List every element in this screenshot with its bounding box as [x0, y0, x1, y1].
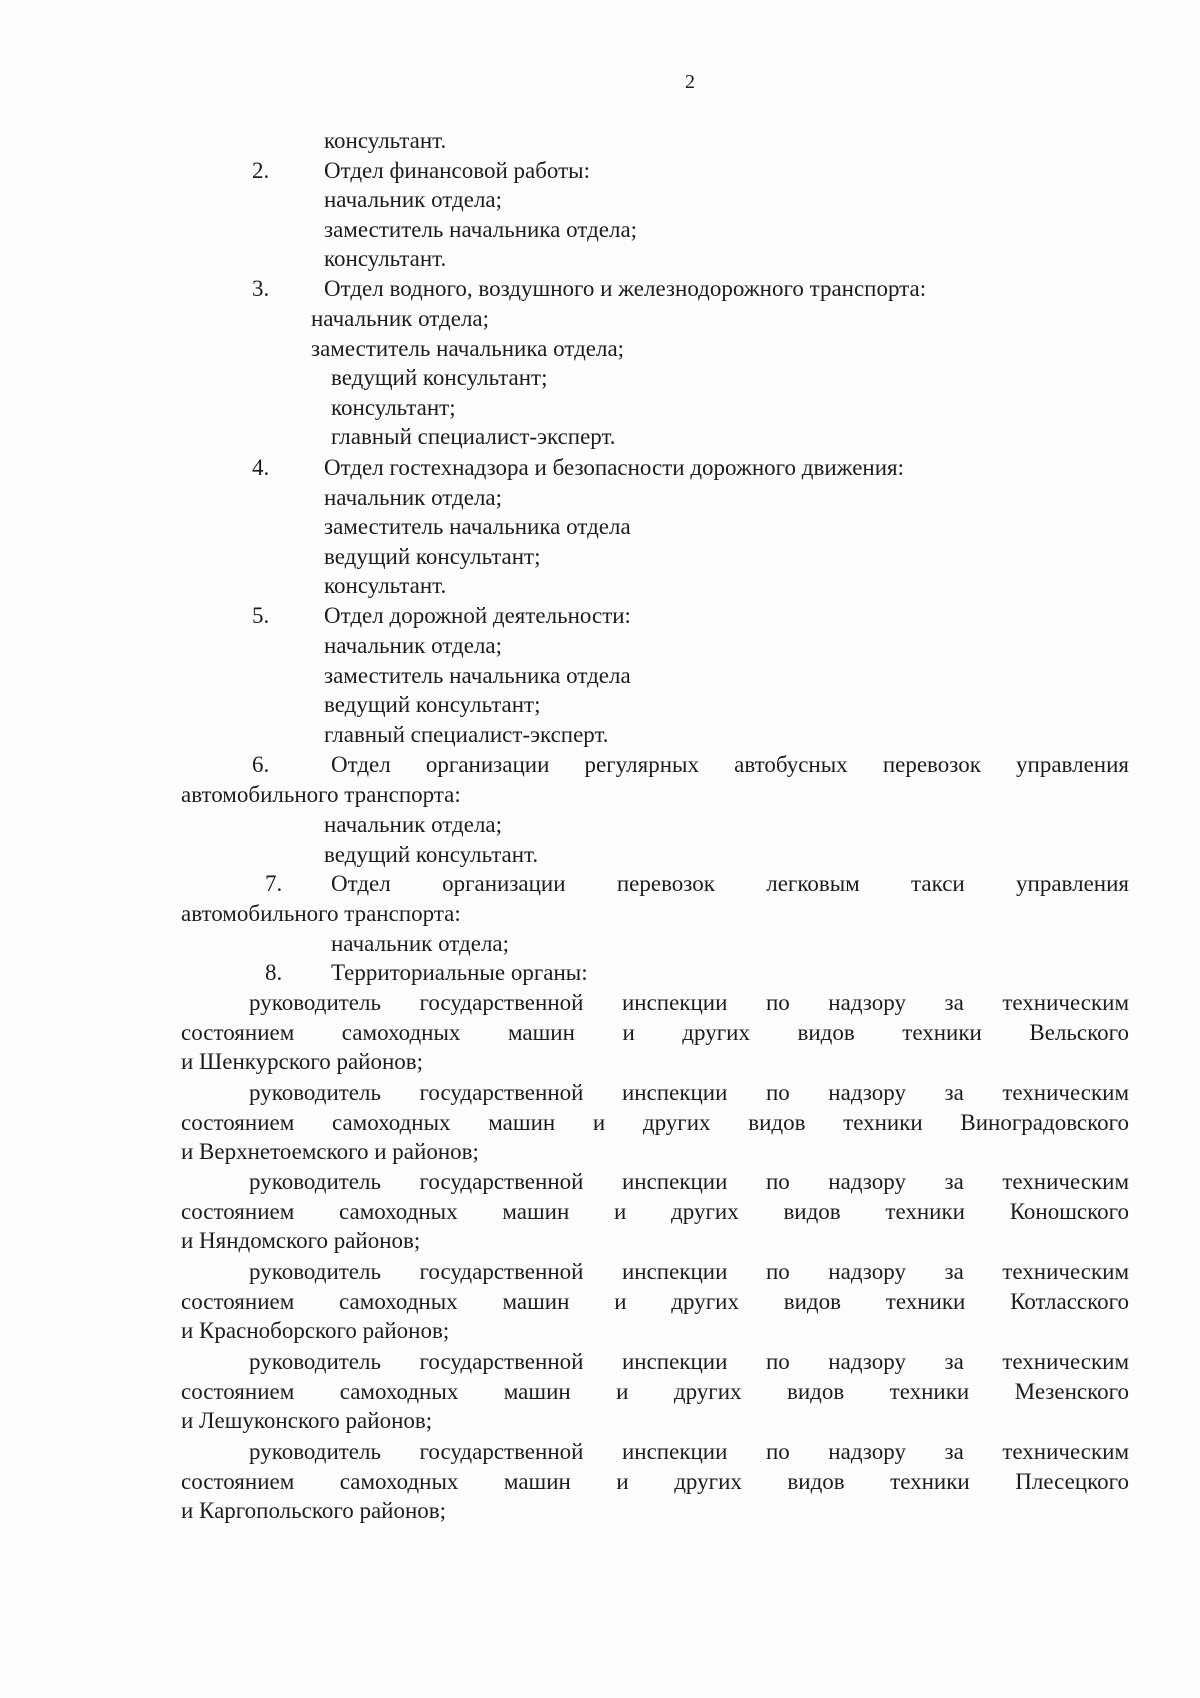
paragraph-line: руководитель государственной инспекции по надзору за техническим	[249, 990, 1129, 1015]
paragraph-line: состоянием самоходных машин и других видов техники Котласского	[181, 1288, 1129, 1314]
inspection-paragraph	[181, 1437, 1129, 1526]
list-line: ведущий консультант.	[324, 842, 539, 867]
paragraph-line: состоянием самоходных машин и других видов техники Плесецкого	[181, 1468, 1129, 1494]
item-number: 7.	[265, 871, 283, 896]
section-heading: Отдел финансовой работы:	[324, 158, 591, 183]
paragraph-line: и Каргопольского районов;	[181, 1498, 447, 1523]
list-line: начальник отдела;	[324, 633, 503, 658]
inspection-paragraph	[181, 1078, 1129, 1167]
list-line: начальник отдела;	[311, 306, 490, 331]
item-number: 3.	[252, 276, 270, 301]
section-heading-continuation: автомобильного транспорта:	[181, 782, 461, 807]
list-line: консультант.	[324, 128, 447, 153]
section-heading: Территориальные органы:	[331, 960, 588, 985]
item-number: 6.	[252, 752, 270, 777]
list-line: заместитель начальника отдела	[324, 663, 631, 688]
item-number: 8.	[265, 960, 283, 985]
section-heading: Отдел организации регулярных автобусных перевозок управления	[331, 752, 1129, 777]
list-line: консультант;	[331, 395, 456, 420]
list-line: главный специалист-эксперт.	[331, 424, 616, 449]
list-line: ведущий консультант;	[331, 365, 548, 390]
paragraph-line: руководитель государственной инспекции по надзору за техническим	[249, 1259, 1129, 1284]
list-line: заместитель начальника отдела;	[324, 217, 638, 242]
paragraph-line: и Шенкурского районов;	[181, 1049, 424, 1074]
paragraph-line: состоянием самоходных машин и других видов техники Виноградовского	[181, 1109, 1129, 1135]
paragraph-line: и Верхнетоемского и районов;	[181, 1139, 479, 1164]
section-heading: Отдел организации перевозок легковым такси управления	[331, 871, 1129, 896]
page-number: 2	[685, 71, 695, 93]
paragraph-line: и Няндомского районов;	[181, 1228, 421, 1253]
inspection-paragraph	[181, 988, 1129, 1077]
list-line: консультант.	[324, 573, 447, 598]
item-number: 5.	[252, 603, 270, 628]
paragraph-line: руководитель государственной инспекции по надзору за техническим	[249, 1080, 1129, 1105]
list-line: заместитель начальника отдела;	[311, 336, 625, 361]
inspection-paragraph	[181, 1257, 1129, 1346]
paragraph-line: и Лешуконского районов;	[181, 1408, 433, 1433]
paragraph-line: и Красноборского районов;	[181, 1318, 450, 1343]
paragraph-line: состоянием самоходных машин и других видов техники Вельского	[181, 1019, 1129, 1045]
paragraph-line: руководитель государственной инспекции по надзору за техническим	[249, 1349, 1129, 1374]
inspection-paragraph	[181, 1347, 1129, 1436]
section-heading: Отдел дорожной деятельности:	[324, 603, 631, 628]
paragraph-line: руководитель государственной инспекции по надзору за техническим	[249, 1439, 1129, 1464]
paragraph-line: руководитель государственной инспекции по надзору за техническим	[249, 1169, 1129, 1194]
list-line: заместитель начальника отдела	[324, 514, 631, 539]
list-line: ведущий консультант;	[324, 692, 541, 717]
list-line: начальник отдела;	[324, 485, 503, 510]
item-number: 2.	[252, 158, 270, 183]
list-line: консультант.	[324, 246, 447, 271]
list-line: начальник отдела;	[324, 187, 503, 212]
paragraph-line: состоянием самоходных машин и других видов техники Коношского	[181, 1198, 1129, 1224]
inspection-paragraph	[181, 1167, 1129, 1256]
section-heading: Отдел гостехнадзора и безопасности дорожного движения:	[324, 455, 905, 480]
section-heading: Отдел водного, воздушного и железнодорожного транспорта:	[324, 276, 927, 301]
paragraph-line: состоянием самоходных машин и других видов техники Мезенского	[181, 1378, 1129, 1404]
list-line: главный специалист-эксперт.	[324, 722, 609, 747]
list-line: начальник отдела;	[331, 931, 510, 956]
list-line: ведущий консультант;	[324, 544, 541, 569]
section-heading-continuation: автомобильного транспорта:	[181, 901, 461, 926]
item-number: 4.	[252, 455, 270, 480]
list-line: начальник отдела;	[324, 812, 503, 837]
